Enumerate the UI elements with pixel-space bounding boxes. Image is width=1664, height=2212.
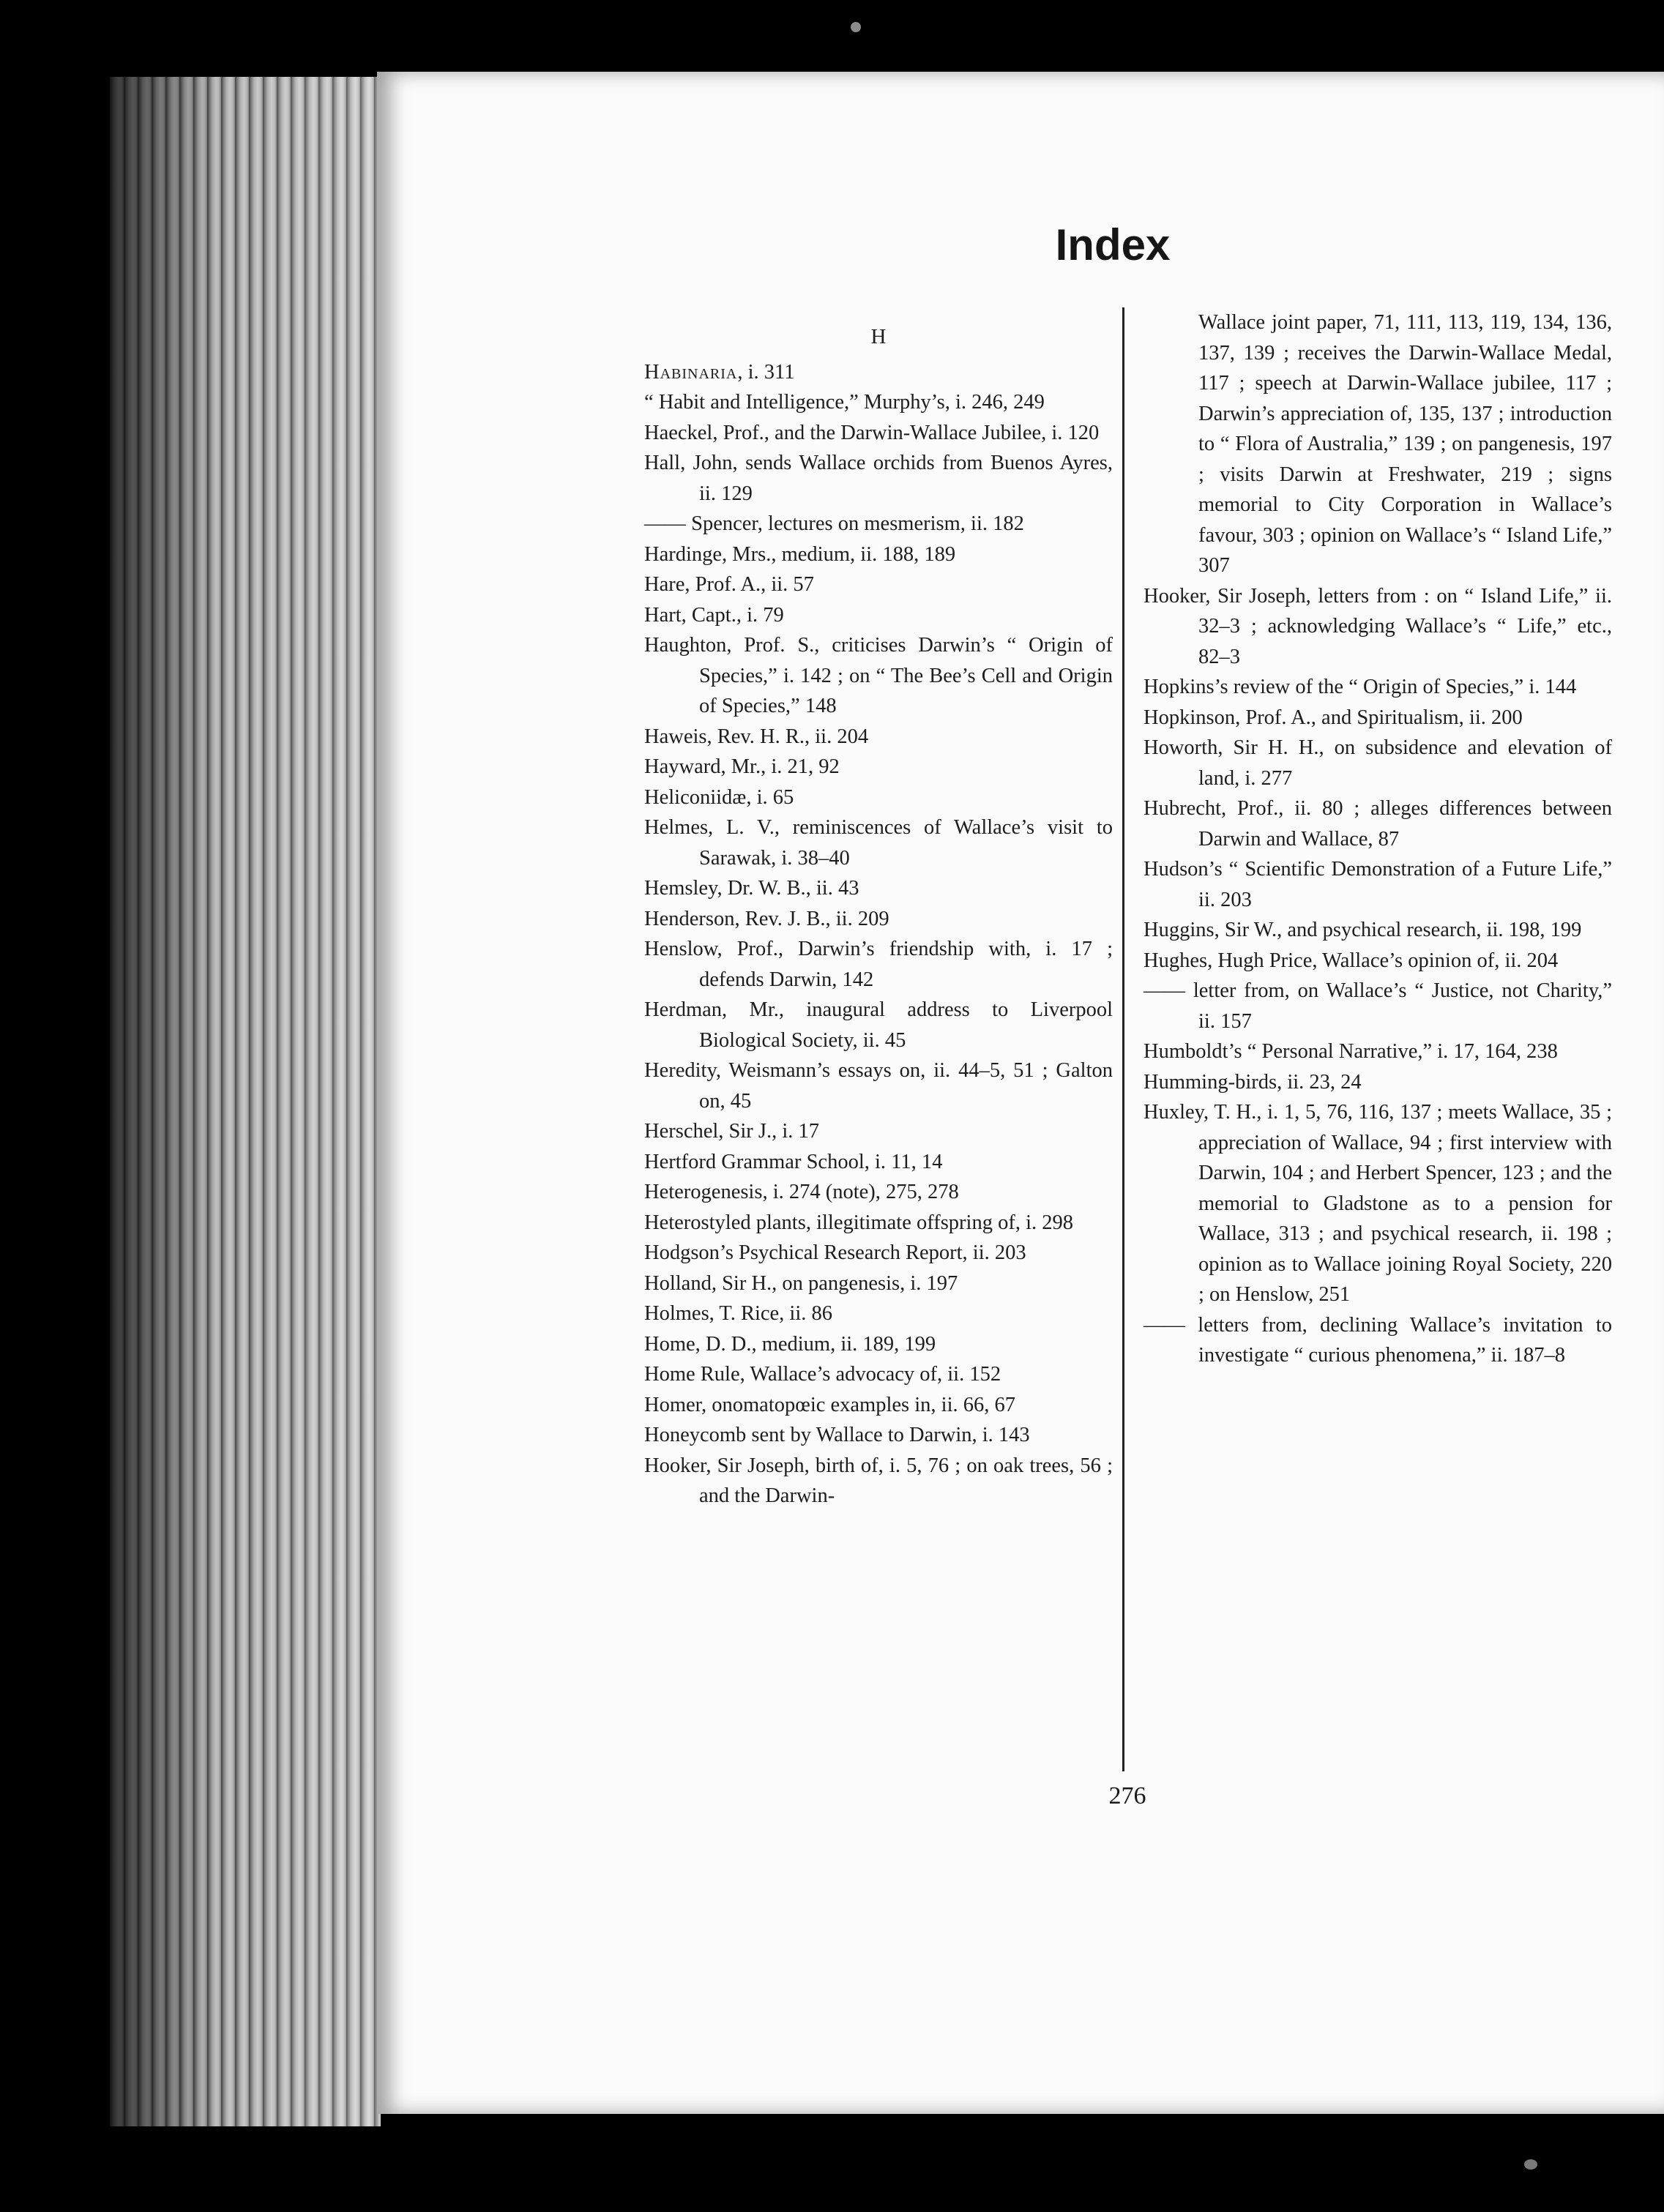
index-entry (1143, 1067, 1612, 1098)
letter-heading: H (870, 325, 887, 348)
index-entry (1143, 581, 1612, 673)
index-entry-text: Hudson’s “ Scientific Demonstration of a Future Life,” ii. 203 (1143, 858, 1612, 911)
dust-speck (1524, 2159, 1537, 2170)
index-entry-text: “ Habit and Intelligence,” Murphy’s, i. 246, 249 (644, 391, 1045, 414)
index-entry-text: Hart, Capt., i. 79 (644, 603, 784, 627)
index-entry-text: Honeycomb sent by Wallace to Darwin, i. 143 (644, 1424, 1030, 1446)
index-entry (644, 630, 1113, 722)
index-entry (1143, 307, 1612, 581)
index-entry-text: Humming-birds, ii. 23, 24 (1143, 1070, 1362, 1094)
index-entry-text: Hodgson’s Psychical Research Report, ii. 203 (644, 1241, 1026, 1264)
index-entry-text: Heredity, Weismann’s essays on, ii. 44–5, 51 ; Galton on, 45 (644, 1059, 1113, 1113)
index-entry-text: —— Spencer, lectures on mesmerism, ii. 182 (644, 512, 1024, 535)
index-entry-text: Heterogenesis, i. 274 (note), 275, 278 (644, 1181, 959, 1203)
index-column-right (1143, 307, 1612, 1371)
index-entry-text: Homer, onomatopœic examples in, ii. 66, 67 (644, 1393, 1016, 1416)
index-entry (644, 1451, 1113, 1512)
index-entry-text: Wallace joint paper, 71, 111, 113, 119, 134, 136, 137, 139 ; receives the Darwin-Wallace Medal, 117 ; speech at Darwin-Wallace jubilee, 117 ; Darwin’s appreciation of, 135, 137 ; introduction to “ Flora of Australia,” 139 ; on pangenesis, 197 ; visits Darwin at Freshwater, 219 ; signs memorial to City Corporation in Wallace’s favour, 303 ; opinion on Wallace’s “ Island Life,” 307 (1198, 311, 1612, 577)
index-entry-text: Henslow, Prof., Darwin’s friendship with, i. 17 ; defends Darwin, 142 (644, 938, 1113, 991)
book-page-edges (110, 77, 381, 2126)
index-entry-text: Holmes, T. Rice, ii. 86 (644, 1302, 833, 1325)
index-entry-text: Henderson, Rev. J. B., ii. 209 (644, 907, 889, 930)
dust-speck (851, 22, 861, 32)
index-entry-text: Huxley, T. H., i. 1, 5, 76, 116, 137 ; meets Wallace, 35 ; appreciation of Wallace, 94 ; first interview with Darwin, 104 ; and Herbert Spencer, 123 ; and the memorial to Gladstone as to a pension for Wallace, 313 ; and psychical research, ii. 198 ; opinion as to Wallace joining Royal Society, 220 ; on Henslow, 251 (1143, 1101, 1612, 1306)
index-entry-text: Hardinge, Mrs., medium, ii. 188, 189 (644, 542, 956, 566)
index-entry (644, 1238, 1113, 1268)
index-entry (644, 357, 1113, 388)
index-entry (1143, 854, 1612, 915)
index-entry-text: Hall, John, sends Wallace orchids from Buenos Ayres, ii. 129 (644, 452, 1113, 505)
index-entry (1143, 672, 1612, 703)
index-entry (644, 934, 1113, 995)
index-entry (644, 509, 1113, 539)
index-entry (644, 782, 1113, 813)
index-entry-text: Hemsley, Dr. W. B., ii. 43 (644, 877, 859, 900)
index-entry (644, 1420, 1113, 1451)
index-entry-text: Hayward, Mr., i. 21, 92 (644, 755, 840, 778)
index-entry (644, 1390, 1113, 1421)
index-entry-text: Home Rule, Wallace’s advocacy of, ii. 152 (644, 1363, 1001, 1386)
index-entry (644, 1329, 1113, 1360)
index-entry-text: Humboldt’s “ Personal Narrative,” i. 17, 164, 238 (1143, 1040, 1558, 1063)
index-entry (644, 1116, 1113, 1147)
index-entry (1143, 1036, 1612, 1067)
index-title: Index (1055, 220, 1171, 269)
index-entry-text: Herschel, Sir J., i. 17 (644, 1120, 820, 1143)
index-entry-text: —— letter from, on Wallace’s “ Justice, not Charity,” ii. 157 (1143, 979, 1612, 1033)
index-entry (1143, 733, 1612, 793)
index-entry (644, 539, 1113, 570)
index-column-left (644, 307, 1113, 1512)
index-entry-list (644, 357, 1113, 1512)
index-entry-text: —— letters from, declining Wallace’s invitation to investigate “ curious phenomena,” ii. 187–8 (1143, 1313, 1612, 1367)
index-entry-text: Hooker, Sir Joseph, birth of, i. 5, 76 ; on oak trees, 56 ; and the Darwin- (644, 1454, 1113, 1507)
index-entry-text: Holland, Sir H., on pangenesis, i. 197 (644, 1271, 958, 1295)
index-entry (1143, 915, 1612, 946)
index-entry-text: Heliconiidæ, i. 65 (644, 785, 794, 809)
index-entry (644, 1268, 1113, 1299)
index-entry-text: Huggins, Sir W., and psychical research, ii. 198, 199 (1143, 919, 1582, 941)
index-entry (644, 1147, 1113, 1178)
index-entry (1143, 976, 1612, 1036)
index-entry-text: Hopkins’s review of the “ Origin of Species,” i. 144 (1143, 676, 1577, 698)
index-entry (644, 448, 1113, 509)
index-entry-text: Howorth, Sir H. H., on subsidence and elevation of land, i. 277 (1143, 736, 1612, 790)
index-entry (1143, 793, 1612, 854)
index-entry-text: Hertford Grammar School, i. 11, 14 (644, 1150, 943, 1173)
index-entry-text: Helmes, L. V., reminiscences of Wallace’s visit to Sarawak, i. 38–40 (644, 816, 1113, 870)
index-entry-text: Hubrecht, Prof., ii. 80 ; alleges differences between Darwin and Wallace, 87 (1143, 797, 1612, 851)
index-entry-text: , i. 311 (737, 360, 795, 384)
index-entry (644, 1208, 1113, 1238)
column-divider (1122, 307, 1124, 1771)
index-entry-text: Hare, Prof. A., ii. 57 (644, 573, 814, 596)
index-entry (644, 387, 1113, 418)
index-entry (644, 418, 1113, 449)
index-entry-head: Habinaria (644, 360, 738, 384)
index-entry (1143, 946, 1612, 976)
index-entry (644, 812, 1113, 873)
index-entry-text: Haughton, Prof. S., criticises Darwin’s “ Origin of Species,” i. 142 ; on “ The Bee’s Cell and Origin of Species,” 148 (644, 634, 1113, 717)
index-entry-text: Hopkinson, Prof. A., and Spiritualism, ii. 200 (1143, 706, 1523, 729)
index-entry (1143, 703, 1612, 733)
index-entry (1143, 1097, 1612, 1310)
index-entry (644, 1299, 1113, 1329)
index-entry (644, 873, 1113, 904)
index-entry-text: Haeckel, Prof., and the Darwin-Wallace Jubilee, i. 120 (644, 421, 1100, 444)
index-entry-list (1143, 307, 1612, 1371)
index-entry (644, 722, 1113, 752)
index-entry (644, 995, 1113, 1055)
index-entry (644, 1177, 1113, 1208)
index-entry (644, 569, 1113, 600)
index-entry-text: Herdman, Mr., inaugural address to Liverpool Biological Society, ii. 45 (644, 998, 1113, 1052)
index-entry (644, 600, 1113, 631)
page-number: 276 (1108, 1782, 1146, 1809)
index-entry (644, 1055, 1113, 1116)
index-entry (644, 752, 1113, 782)
index-entry-text: Hooker, Sir Joseph, letters from : on “ Island Life,” ii. 32–3 ; acknowledging Wallace’s “ Life,” etc., 82–3 (1143, 584, 1612, 668)
index-entry-text: Home, D. D., medium, ii. 189, 199 (644, 1332, 936, 1356)
index-entry-text: Heterostyled plants, illegitimate offspring of, i. 298 (644, 1211, 1073, 1234)
index-entry (644, 1359, 1113, 1390)
index-entry-text: Hughes, Hugh Price, Wallace’s opinion of, ii. 204 (1143, 949, 1559, 972)
index-entry (644, 904, 1113, 935)
index-entry-text: Haweis, Rev. H. R., ii. 204 (644, 725, 869, 748)
index-entry (1143, 1310, 1612, 1371)
